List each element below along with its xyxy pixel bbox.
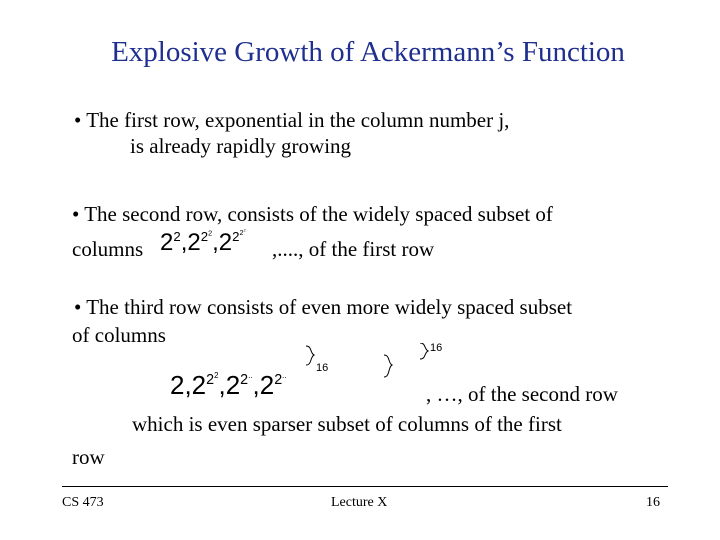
brace-annotations	[292, 343, 432, 383]
bullet1-line2: is already rapidly growing	[130, 134, 352, 158]
bullet3-tail: , …, of the second row	[426, 382, 618, 406]
brace-label-1: 16	[316, 362, 329, 374]
bullet2-columns-label: columns	[72, 237, 144, 261]
tower-formula-row3: $2,2^{2^2},2^{2^{..}},2^{2^{..}}$	[170, 370, 287, 400]
brace-label-2: 16	[430, 342, 443, 354]
footer-page-number: 16	[646, 495, 660, 510]
footer-divider	[62, 486, 668, 487]
bullet1-line1: • The first row, exponential in the column number j,	[74, 108, 510, 132]
bullet2-tail: ,...., of the first row	[272, 237, 435, 261]
bullet2-line1: • The second row, consists of the widely spaced subset of	[72, 202, 553, 226]
bullet3-line1: • The third row consists of even more widely spaced subset	[74, 295, 573, 319]
footer-course: CS 473	[62, 495, 104, 510]
bullet3-line2: of columns	[72, 323, 166, 347]
bullet3-line4: row	[72, 445, 105, 469]
footer-lecture: Lecture X	[331, 495, 388, 510]
bullet3-line3: which is even sparser subset of columns of the first	[132, 412, 562, 436]
slide-title: Explosive Growth of Ackermann’s Function	[111, 36, 625, 68]
tower-formula-row2: $2^2,2^{2^2},2^{2^{2^2}}$	[160, 228, 246, 256]
